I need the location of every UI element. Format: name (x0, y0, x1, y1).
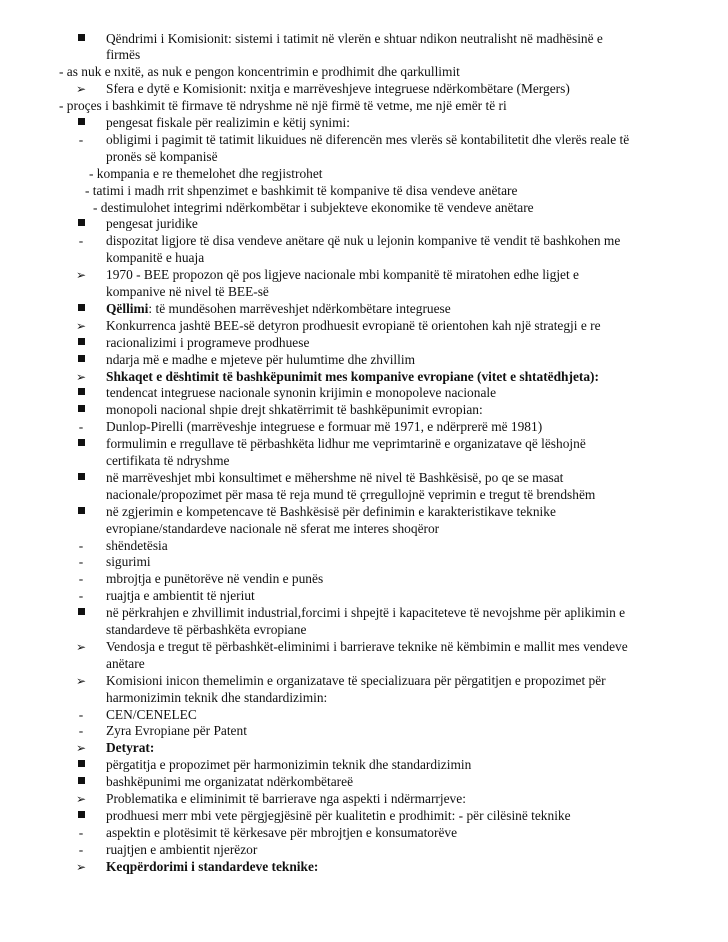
square-bullet-icon (74, 402, 88, 418)
line-text: - tatimi i madh rrit shpenzimet e bashkimit të kompanive të disa vendeve anëtare (85, 182, 518, 198)
square-bullet-icon (74, 352, 88, 368)
square-bullet-icon (74, 335, 88, 351)
dash-bullet-icon: - (78, 723, 84, 739)
line-text: prodhuesi merr mbi vete përgjegjësinë për kualitetin e prodhimit: - për cilësinë teknike (106, 807, 571, 823)
arrow-bullet-icon: ➢ (75, 673, 87, 688)
line-text: pronës së kompanisë (106, 148, 218, 164)
arrow-bullet-icon: ➢ (75, 82, 87, 97)
dash-bullet-icon: - (78, 706, 84, 722)
line-text: - destimulohet integrimi ndërkombëtar i subjekteve ekonomike të vendeve anëtare (93, 199, 534, 215)
dash-bullet-icon: - (78, 824, 84, 840)
line-text: Keqpërdorimi i standardeve teknike: (106, 858, 319, 874)
line-text: sigurimi (106, 554, 151, 570)
square-bullet-icon (74, 216, 88, 232)
line-text: Zyra Evropiane për Patent (106, 723, 247, 739)
line-text: Qëllimi: të mundësohen marrëveshjet ndërkombëtare integruese (106, 300, 451, 316)
line-text: bashkëpunimi me organizatat ndërkombëtareë (106, 774, 354, 790)
bold-term: Qëllimi (106, 300, 149, 316)
line-text: ndarja më e madhe e mjeteve për hulumtime dhe zhvillim (106, 351, 415, 367)
line-text: Konkurrenca jashtë BEE-së detyron prodhuesit evropianë të orientohen kah një strategji e re (106, 317, 601, 333)
square-bullet-icon (74, 605, 88, 621)
square-bullet-icon (74, 470, 88, 486)
line-text: kompanitë e huaja (106, 250, 205, 266)
square-bullet-icon (74, 757, 88, 773)
dash-bullet-icon: - (78, 571, 84, 587)
square-bullet-icon (74, 385, 88, 401)
square-bullet-icon (74, 31, 88, 47)
dash-bullet-icon: - (78, 554, 84, 570)
line-text: Detyrat: (106, 740, 155, 756)
dash-bullet-icon: - (78, 131, 84, 147)
square-bullet-icon (74, 774, 88, 790)
line-text: nacionale/propozimet për masa të reja mund të çrregullojnë veprimin e tregut të brendshëm (106, 486, 596, 502)
arrow-bullet-icon: ➢ (75, 741, 87, 756)
line-text: - as nuk e nxitë, as nuk e pengon koncentrimin e prodhimit dhe qarkullimit (59, 64, 460, 80)
dash-bullet-icon: - (78, 233, 84, 249)
dash-bullet-icon: - (78, 841, 84, 857)
line-text: evropiane/standardeve nacionale në sferat me interes shoqëror (106, 520, 440, 536)
line-text: në përkrahjen e zhvillimit industrial,forcimi i shpejtë i kapaciteteve të nevojshme për aplikimin e (106, 605, 626, 621)
line-text: në marrëveshjet mbi konsultimet e mëhershme në nivel të Bashkësisë, po qe se masat (106, 469, 564, 485)
arrow-bullet-icon: ➢ (75, 268, 87, 283)
line-text: racionalizimi i programeve prodhuese (106, 334, 310, 350)
line-text: CEN/CENELEC (106, 706, 197, 722)
line-text: - proçes i bashkimit të firmave të ndryshme në një firmë të vetme, me një emër të ri (59, 98, 507, 114)
square-bullet-icon (74, 115, 88, 131)
line-text: pengesat juridike (106, 216, 198, 232)
square-bullet-icon (74, 301, 88, 317)
dash-bullet-icon: - (78, 419, 84, 435)
arrow-bullet-icon: ➢ (75, 792, 87, 806)
line-text: standardeve të përbashkëta evropiane (106, 622, 307, 637)
line-text: harmonizimin teknik dhe standardizimin: (106, 689, 328, 705)
line-text: monopoli nacional shpie drejt shkatërrimit të bashkëpunimit evropian: (106, 402, 483, 418)
line-text: përgatitja e propozimet për harmonizimin teknik dhe standardizimin (106, 757, 472, 773)
square-bullet-icon (74, 436, 88, 452)
line-text: obligimi i pagimit të tatimit likuidues në diferencën mes vlerës së kontabilitetit dhe vlerës reale të (106, 131, 630, 147)
arrow-bullet-icon: ➢ (75, 639, 87, 654)
line-text: certifikata të ndryshme (106, 453, 230, 468)
line-text: ruajtja e ambientit të njeriut (106, 588, 255, 604)
line-text: Dunlop-Pirelli (marrëveshje integruese e formuar më 1971, e ndërprerë më 1981) (106, 419, 543, 435)
line-text: formulimin e rregullave të përbashkëta lidhur me veprimtarinë e organizatave që lëshojnë (106, 436, 586, 452)
square-bullet-icon (74, 808, 88, 824)
dash-bullet-icon: - (78, 537, 84, 553)
line-text: Problematika e eliminimit të barrierave nga aspekti i ndërmarrjeve: (106, 791, 466, 806)
line-text: 1970 - BEE propozon që pos ligjeve nacionale mbi kompanitë të miratohen edhe ligjet e (106, 267, 580, 283)
line-text: - kompania e re themelohet dhe regjistrohet (89, 165, 323, 181)
line-text: Qëndrimi i Komisionit: sistemi i tatimit në vlerën e shtuar ndikon neutralisht në madhësinë e (106, 30, 603, 46)
line-text: dispozitat ligjore të disa vendeve anëtare që nuk u lejonin kompanive të vendit të bashkohen me (106, 233, 621, 249)
line-text: firmës (106, 47, 141, 63)
line-text: mbrojtja e punëtorëve në vendin e punës (106, 571, 324, 587)
line-text: Shkaqet e dështimit të bashkëpunimit mes kompanive evropiane (vitet e shtatëdhjeta): (106, 368, 599, 384)
line-text: pengesat fiskale për realizimin e këtij synimi: (106, 115, 350, 130)
arrow-bullet-icon: ➢ (75, 369, 87, 384)
line-text: shëndetësia (106, 537, 168, 553)
line-text: Vendosja e tregut të përbashkët-eliminimi i barrierave teknike në këmbimin e mallit mes vendeve (106, 638, 628, 654)
line-text: ruajtjen e ambientit njerëzor (106, 841, 258, 857)
square-bullet-icon (74, 504, 88, 520)
arrow-bullet-icon: ➢ (75, 859, 87, 874)
line-text: tendencat integruese nacionale synonin krijimin e monopoleve nacionale (106, 385, 497, 401)
line-text: aspektin e plotësimit të kërkesave për mbrojtjen e konsumatorëve (106, 824, 458, 840)
arrow-bullet-icon: ➢ (75, 318, 87, 333)
dash-bullet-icon: - (78, 588, 84, 604)
line-text: anëtare (106, 655, 145, 671)
line-text: në zgjerimin e kompetencave të Bashkësisë për definimin e karakteristikave teknike (106, 503, 556, 519)
line-text: Komisioni inicon themelimin e organizatave të specializuara për përgatitjen e propozimet për (106, 672, 606, 688)
line-text: Sfera e dytë e Komisionit: nxitja e marrëveshjeve integruese ndërkombëtare (Mergers) (106, 81, 570, 97)
line-text: kompanive në nivel të BEE-së (106, 284, 269, 299)
